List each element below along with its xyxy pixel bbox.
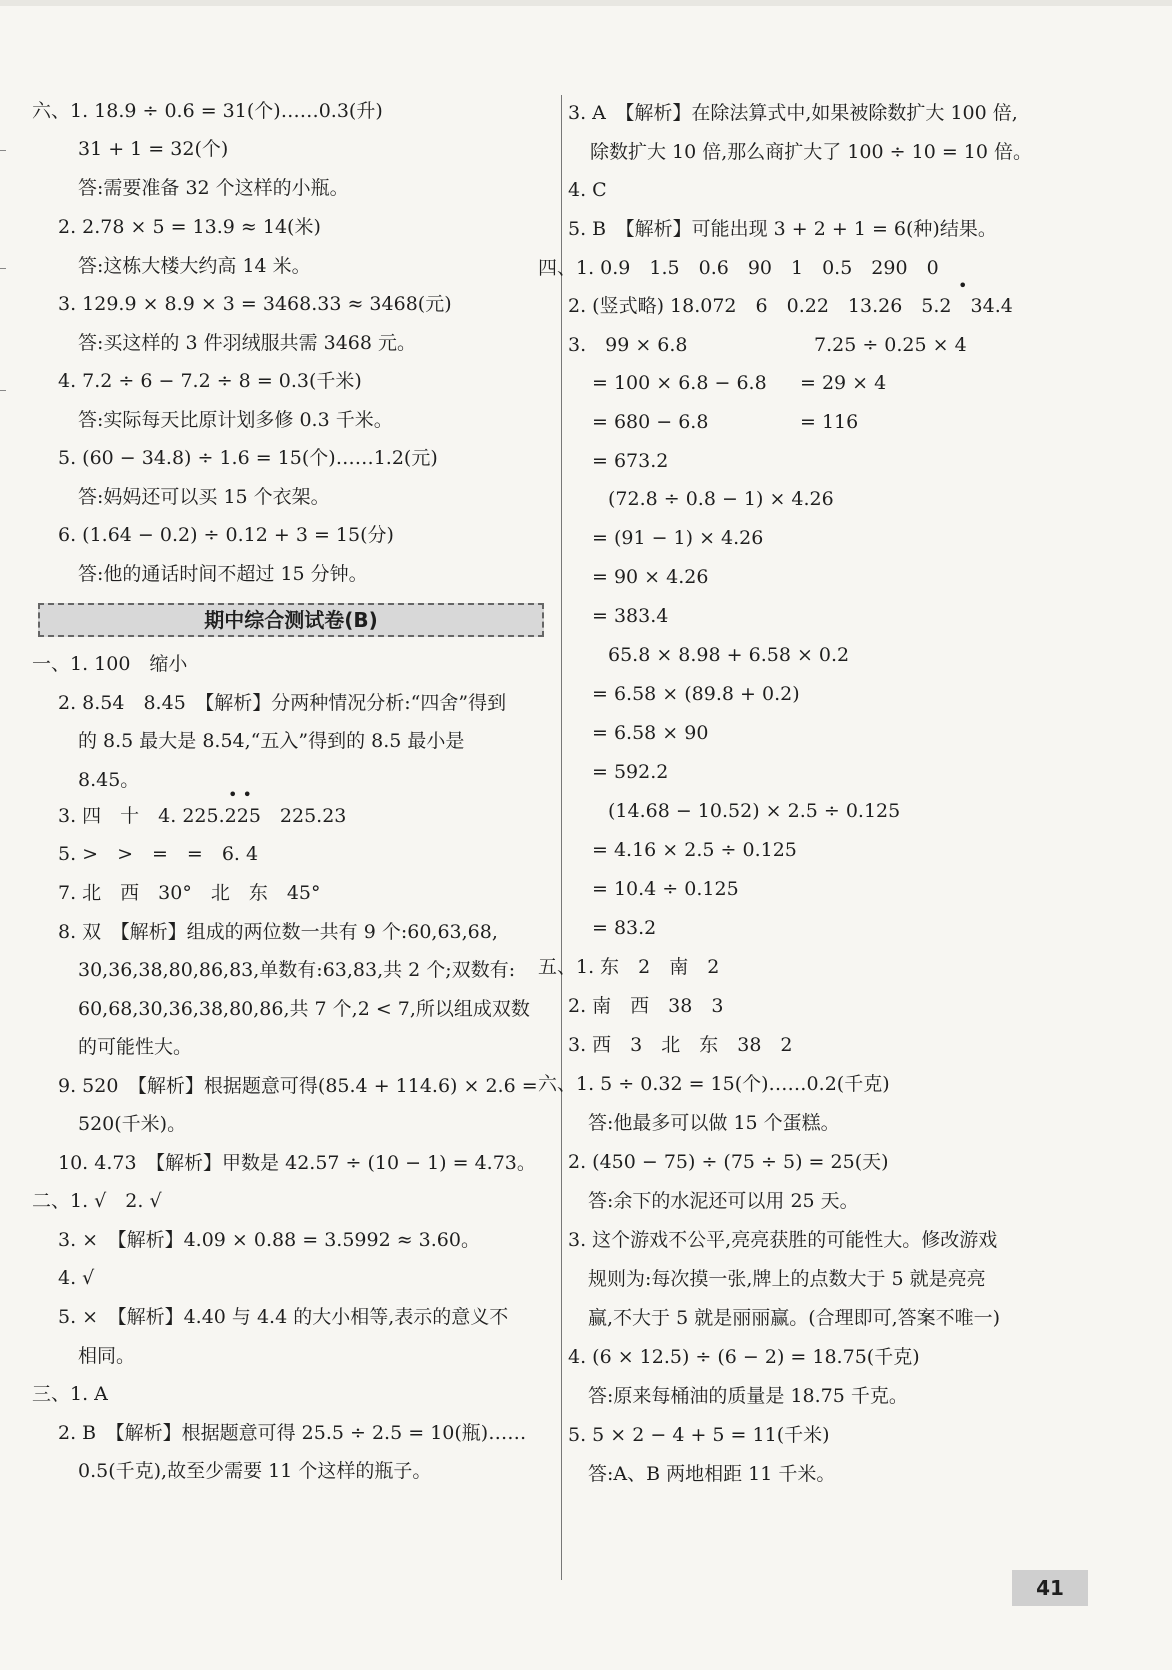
answer-line: = 6.58 × (89.8 + 0.2) — [592, 683, 800, 705]
answer-line: 0.5(千克),故至少需要 11 个这样的瓶子。 — [78, 1460, 432, 1482]
answer-line: 4. (6 × 12.5) ÷ (6 − 2) = 18.75(千克) — [568, 1346, 920, 1368]
answer-line: 3. 四 十 4. 225.225 225.23 — [58, 805, 347, 827]
answer-line: 2. (竖式略) 18.072 6 0.22 13.26 5.2 34.4 — [568, 295, 1013, 317]
answer-line: (72.8 ÷ 0.8 − 1) × 4.26 — [608, 488, 834, 510]
answer-line: 5. 5 × 2 − 4 + 5 = 11(千米) — [568, 1424, 830, 1446]
edge-mark — [0, 150, 6, 151]
answer-line: 二、1. √ 2. √ — [32, 1190, 162, 1212]
answer-line: 答:妈妈还可以买 15 个衣架。 — [78, 486, 330, 508]
answer-line: 答:他最多可以做 15 个蛋糕。 — [588, 1112, 840, 1134]
answer-line: 五、1. 东 2 南 2 — [538, 956, 720, 978]
answer-line: 7. 北 西 30° 北 东 45° — [58, 882, 321, 904]
answer-line: 六、1. 18.9 ÷ 0.6 = 31(个)……0.3(升) — [32, 100, 383, 122]
answer-line: 60,68,30,36,38,80,86,共 7 个,2 < 7,所以组成双数 — [78, 998, 530, 1020]
answer-line: = (91 − 1) × 4.26 — [592, 527, 764, 549]
answer-line: = 4.16 × 2.5 ÷ 0.125 — [592, 839, 797, 861]
answer-line: 3. 西 3 北 东 38 2 — [568, 1034, 793, 1056]
top-border — [0, 0, 1172, 6]
page-number: 41 — [1012, 1570, 1088, 1606]
answer-line: 三、1. A — [32, 1383, 108, 1405]
answer-line: 3. 99 × 6.8 — [568, 334, 688, 356]
answer-line: 六、1. 5 ÷ 0.32 = 15(个)……0.2(千克) — [538, 1073, 890, 1095]
answer-line: (14.68 − 10.52) × 2.5 ÷ 0.125 — [608, 800, 901, 822]
answer-line: 答:需要准备 32 个这样的小瓶。 — [78, 177, 349, 199]
answer-line: 相同。 — [78, 1345, 136, 1367]
edge-mark — [0, 390, 6, 391]
answer-line: 3. 129.9 × 8.9 × 3 = 3468.33 ≈ 3468(元) — [58, 293, 452, 315]
answer-line: 4. C — [568, 179, 607, 201]
answer-line: 赢,不大于 5 就是丽丽赢。(合理即可,答案不唯一) — [588, 1307, 1001, 1329]
answer-line: = 100 × 6.8 − 6.8 — [592, 372, 767, 394]
answer-line: 四、1. 0.9 1.5 0.6 90 1 0.5 290 0 — [538, 257, 939, 279]
answer-line: 8.45。 — [78, 769, 140, 791]
answer-line: 30,36,38,80,86,83,单数有:63,83,共 2 个;双数有: — [78, 959, 516, 981]
answer-line: = 10.4 ÷ 0.125 — [592, 878, 739, 900]
answer-line: 520(千米)。 — [78, 1113, 187, 1135]
answer-line: 6. (1.64 − 0.2) ÷ 0.12 + 3 = 15(分) — [58, 524, 394, 546]
column-divider — [561, 95, 562, 1580]
answer-line: 3. × 【解析】4.09 × 0.88 = 3.5992 ≈ 3.60。 — [58, 1229, 480, 1251]
answer-line: 7.25 ÷ 0.25 × 4 — [814, 334, 967, 356]
edge-mark — [0, 268, 6, 269]
answer-line: 3. A 【解析】在除法算式中,如果被除数扩大 100 倍, — [568, 102, 1018, 124]
answer-line: = 592.2 — [592, 761, 669, 783]
answer-line: 规则为:每次摸一张,牌上的点数大于 5 就是亮亮 — [588, 1268, 986, 1290]
answer-line: = 90 × 4.26 — [592, 566, 709, 588]
answer-line: 65.8 × 8.98 + 6.58 × 0.2 — [608, 644, 850, 666]
answer-line: 5. > > = = 6. 4 — [58, 843, 259, 865]
answer-line: 9. 520 【解析】根据题意可得(85.4 + 114.6) × 2.6 = — [58, 1075, 538, 1097]
answer-line: 答:余下的水泥还可以用 25 天。 — [588, 1190, 859, 1212]
answer-line: 2. 2.78 × 5 = 13.9 ≈ 14(米) — [58, 216, 321, 238]
answer-line: 2. B 【解析】根据题意可得 25.5 ÷ 2.5 = 10(瓶)…… — [58, 1422, 527, 1444]
answer-line: 3. 这个游戏不公平,亮亮获胜的可能性大。修改游戏 — [568, 1229, 998, 1251]
answer-line: 2. 南 西 38 3 — [568, 995, 724, 1017]
answer-line: 一、1. 100 缩小 — [32, 653, 188, 675]
answer-line: 2. 8.54 8.45 【解析】分两种情况分析:“四舍”得到 — [58, 692, 507, 714]
answer-line: 答:这栋大楼大约高 14 米。 — [78, 255, 311, 277]
answer-line: 5. (60 − 34.8) ÷ 1.6 = 15(个)……1.2(元) — [58, 447, 438, 469]
answer-line: 4. √ — [58, 1267, 95, 1289]
answer-line: 8. 双 【解析】组成的两位数一共有 9 个:60,63,68, — [58, 921, 498, 943]
answer-line: = 673.2 — [592, 450, 669, 472]
repeating-dot: • • — [228, 785, 252, 804]
answer-line: 5. B 【解析】可能出现 3 + 2 + 1 = 6(种)结果。 — [568, 218, 997, 240]
answer-line: 答:他的通话时间不超过 15 分钟。 — [78, 563, 368, 585]
answer-line: = 680 − 6.8 — [592, 411, 709, 433]
answer-line: 答:买这样的 3 件羽绒服共需 3468 元。 — [78, 332, 417, 354]
answer-line: = 83.2 — [592, 917, 657, 939]
repeating-dot: • — [958, 276, 968, 295]
answer-line: = 383.4 — [592, 605, 669, 627]
answer-line: = 29 × 4 — [800, 372, 887, 394]
answer-line: 答:实际每天比原计划多修 0.3 千米。 — [78, 409, 393, 431]
answer-line: 5. × 【解析】4.40 与 4.4 的大小相等,表示的意义不 — [58, 1306, 509, 1328]
answer-line: 答:A、B 两地相距 11 千米。 — [588, 1463, 836, 1485]
answer-line: 除数扩大 10 倍,那么商扩大了 100 ÷ 10 = 10 倍。 — [590, 141, 1032, 163]
answer-line: = 6.58 × 90 — [592, 722, 709, 744]
answer-line: 的 8.5 最大是 8.54,“五入”得到的 8.5 最小是 — [78, 730, 465, 752]
answer-line: 10. 4.73 【解析】甲数是 42.57 ÷ (10 − 1) = 4.73。 — [58, 1152, 536, 1174]
answer-line: 的可能性大。 — [78, 1036, 193, 1058]
section-title: 期中综合测试卷(B) — [38, 603, 544, 637]
answer-line: 31 + 1 = 32(个) — [78, 138, 229, 160]
answer-line: 4. 7.2 ÷ 6 − 7.2 ÷ 8 = 0.3(千米) — [58, 370, 362, 392]
answer-line: = 116 — [800, 411, 859, 433]
answer-line: 2. (450 − 75) ÷ (75 ÷ 5) = 25(天) — [568, 1151, 889, 1173]
answer-line: 答:原来每桶油的质量是 18.75 千克。 — [588, 1385, 908, 1407]
